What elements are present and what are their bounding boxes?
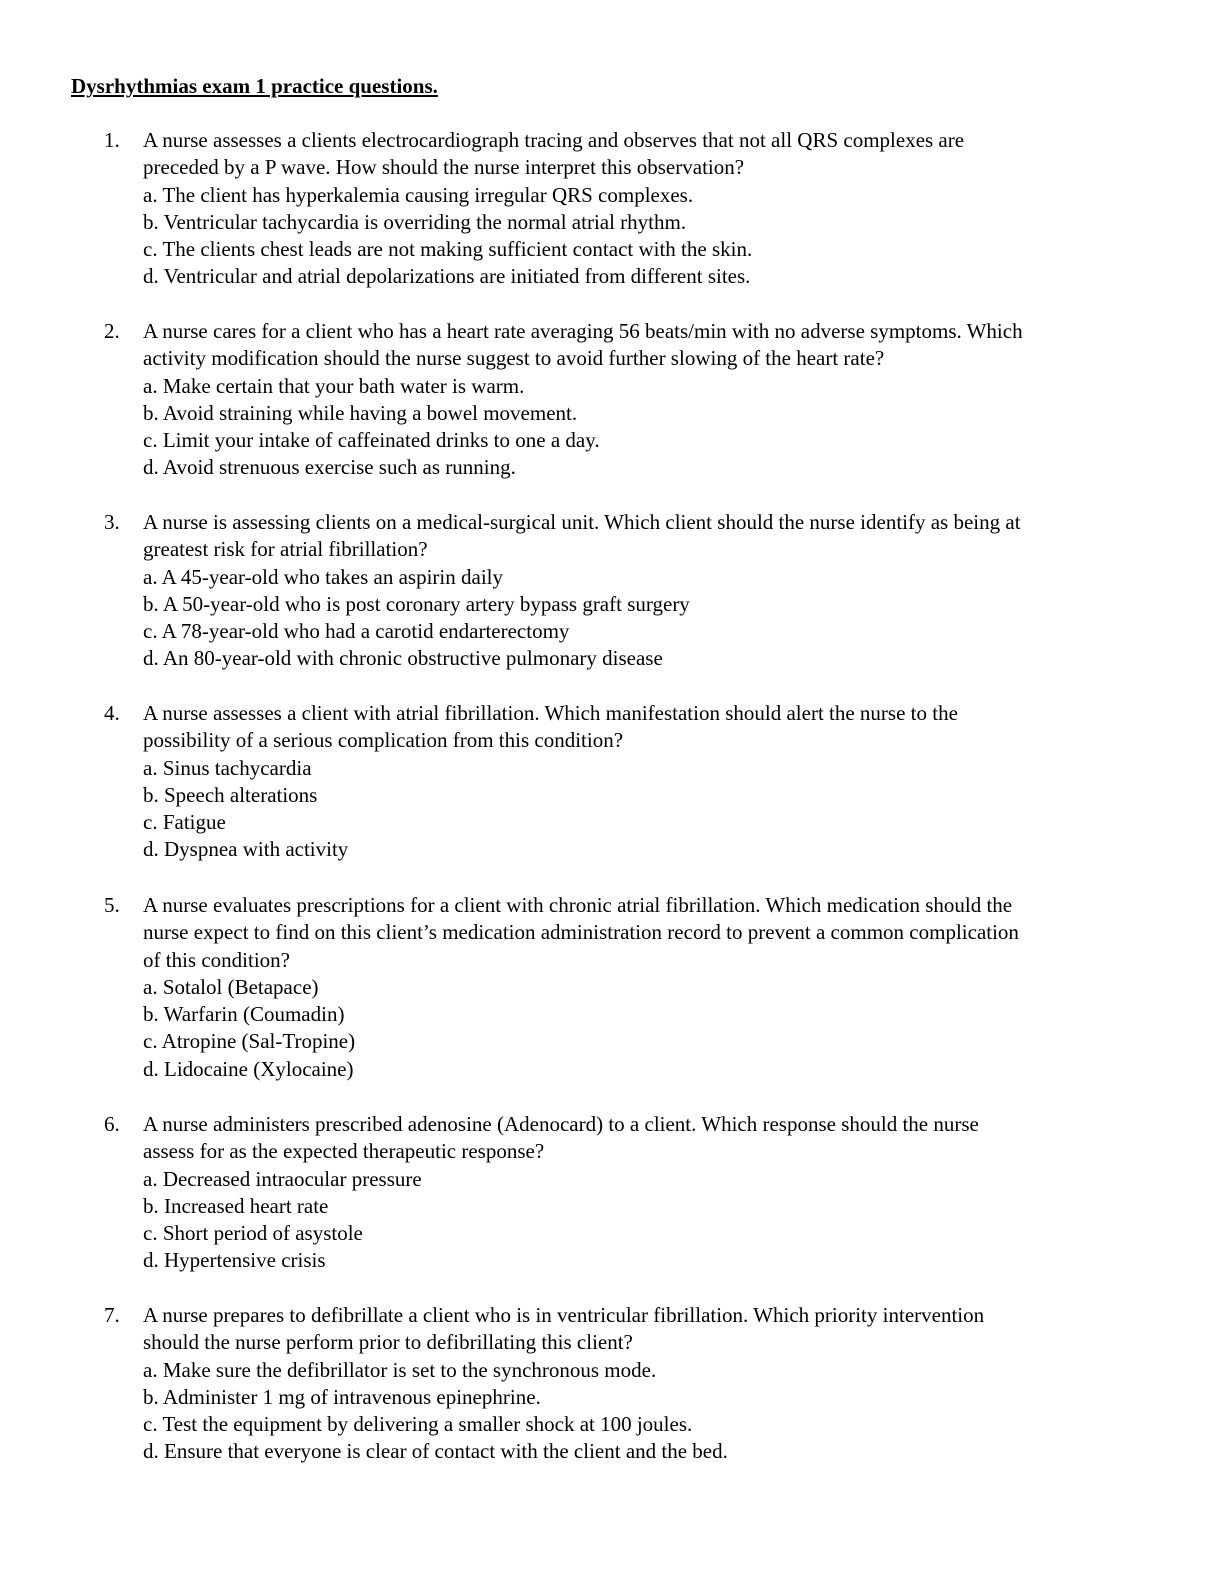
question-text-line: preceded by a P wave. How should the nurse interpret this observation? <box>143 155 745 180</box>
answer-option: d. Hypertensive crisis <box>143 1248 326 1273</box>
answer-option: d. Ventricular and atrial depolarizations are initiated from different sites. <box>143 264 751 289</box>
answer-option: d. Lidocaine (Xylocaine) <box>143 1056 354 1081</box>
answer-option: b. A 50-year-old who is post coronary artery bypass graft surgery <box>143 591 690 616</box>
question-number: 1. <box>104 128 120 152</box>
question-text-line: nurse expect to find on this client’s medication administration record to prevent a common complication <box>143 920 1019 945</box>
answer-option: b. Increased heart rate <box>143 1193 329 1218</box>
question-body <box>143 318 1143 482</box>
answer-option: a. Sinus tachycardia <box>143 755 312 780</box>
question-number: 5. <box>104 893 120 917</box>
question-text-line: A nurse assesses a client with atrial fibrillation. Which manifestation should alert the nurse to the <box>143 701 958 725</box>
question-body <box>143 509 1143 673</box>
answer-option: c. Fatigue <box>143 810 226 835</box>
question-text-line: A nurse is assessing clients on a medical-surgical unit. Which client should the nurse identify as being at <box>143 510 1021 534</box>
answer-option: c. Short period of asystole <box>143 1221 363 1246</box>
answer-option: a. Sotalol (Betapace) <box>143 974 319 999</box>
question-text-line: should the nurse perform prior to defibrillating this client? <box>143 1330 633 1355</box>
question-text-line: A nurse cares for a client who has a heart rate averaging 56 beats/min with no adverse symptoms. Which <box>143 319 1023 343</box>
answer-option: c. A 78-year-old who had a carotid endarterectomy <box>143 619 570 644</box>
question-text-line: A nurse assesses a clients electrocardiograph tracing and observes that not all QRS complexes are <box>143 128 965 152</box>
question-text-line: activity modification should the nurse suggest to avoid further slowing of the heart rate? <box>143 346 885 371</box>
answer-option: c. Test the equipment by delivering a smaller shock at 100 joules. <box>143 1412 693 1437</box>
answer-option: d. Ensure that everyone is clear of contact with the client and the bed. <box>143 1439 728 1464</box>
answer-option: c. Atropine (Sal-Tropine) <box>143 1029 356 1054</box>
answer-option: d. Dyspnea with activity <box>143 837 349 862</box>
answer-option: a. Decreased intraocular pressure <box>143 1166 422 1191</box>
answer-option: a. Make sure the defibrillator is set to the synchronous mode. <box>143 1357 657 1382</box>
question-text-line: assess for as the expected therapeutic response? <box>143 1139 545 1164</box>
question-number: 4. <box>104 701 120 725</box>
answer-option: b. Warfarin (Coumadin) <box>143 1002 345 1027</box>
answer-option: b. Administer 1 mg of intravenous epinephrine. <box>143 1384 541 1409</box>
question-body <box>143 127 1143 291</box>
question-text-line: A nurse prepares to defibrillate a client who is in ventricular fibrillation. Which priority intervention <box>143 1303 985 1327</box>
question-text-line: A nurse administers prescribed adenosine (Adenocard) to a client. Which response should the nurse <box>143 1112 979 1136</box>
answer-option: c. Limit your intake of caffeinated drinks to one a day. <box>143 428 600 453</box>
answer-option: d. An 80-year-old with chronic obstructive pulmonary disease <box>143 646 663 671</box>
question-body <box>143 1111 1143 1275</box>
question-text-line: A nurse evaluates prescriptions for a client with chronic atrial fibrillation. Which medication should the <box>143 893 1013 917</box>
question-body <box>143 700 1143 864</box>
question-number: 2. <box>104 319 120 343</box>
answer-option: a. The client has hyperkalemia causing irregular QRS complexes. <box>143 182 694 207</box>
answer-option: a. A 45-year-old who takes an aspirin daily <box>143 564 503 589</box>
question-number: 6. <box>104 1112 120 1136</box>
question-number: 3. <box>104 510 120 534</box>
question-body <box>143 1302 1143 1466</box>
question-text-line: possibility of a serious complication from this condition? <box>143 728 624 753</box>
question-text-line: of this condition? <box>143 947 290 972</box>
question-body <box>143 892 1143 1083</box>
answer-option: a. Make certain that your bath water is warm. <box>143 373 525 398</box>
question-text-line: greatest risk for atrial fibrillation? <box>143 537 428 562</box>
answer-option: b. Speech alterations <box>143 782 318 807</box>
answer-option: b. Ventricular tachycardia is overriding the normal atrial rhythm. <box>143 209 687 234</box>
document-title: Dysrhythmias exam 1 practice questions. <box>71 74 438 98</box>
question-number: 7. <box>104 1303 120 1327</box>
answer-option: d. Avoid strenuous exercise such as running. <box>143 455 516 480</box>
answer-option: b. Avoid straining while having a bowel movement. <box>143 400 578 425</box>
answer-option: c. The clients chest leads are not making sufficient contact with the skin. <box>143 237 753 262</box>
